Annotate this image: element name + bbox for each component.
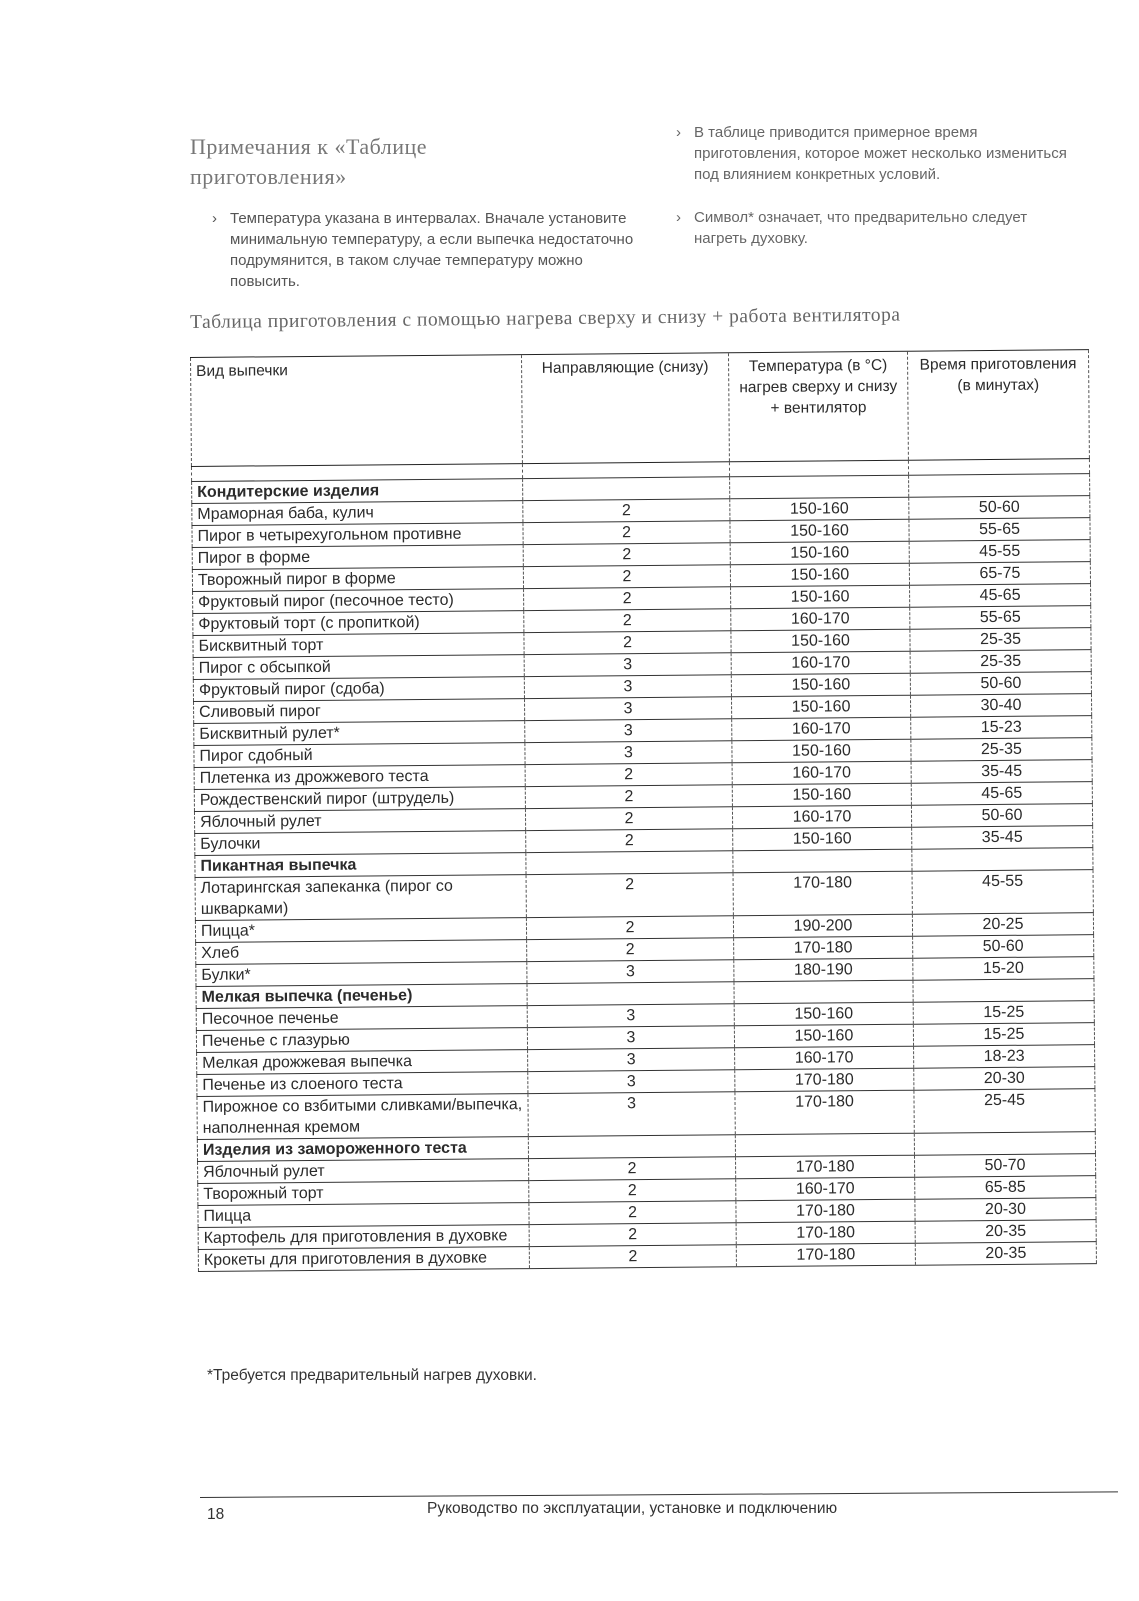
cell-guides: 3 xyxy=(525,741,732,765)
section-empty-cell xyxy=(913,979,1094,1003)
cell-product: Пицца* xyxy=(195,918,526,943)
cell-temperature: 150-160 xyxy=(734,1002,913,1026)
cell-product: Мраморная баба, кулич xyxy=(192,501,523,526)
note-item xyxy=(676,207,1074,249)
cell-guides: 2 xyxy=(526,916,733,940)
cell-time: 15-23 xyxy=(911,716,1092,740)
cell-time: 35-45 xyxy=(911,760,1092,784)
section-empty-cell xyxy=(526,851,733,875)
cell-guides: 2 xyxy=(526,829,733,853)
cell-guides: 3 xyxy=(524,697,731,721)
cell-product: Фруктовый пирог (песочное тесто) xyxy=(193,589,524,614)
section-empty-cell xyxy=(523,477,730,501)
cell-temperature: 170-180 xyxy=(735,1090,914,1135)
cell-guides: 2 xyxy=(523,543,730,567)
cell-temperature: 150-160 xyxy=(730,497,909,521)
cell-product: Яблочный рулет xyxy=(194,809,525,834)
cell-time: 15-25 xyxy=(913,1001,1094,1025)
section-empty-cell xyxy=(733,849,912,873)
cell-product: Творожный торт xyxy=(198,1181,529,1206)
cell-guides: 3 xyxy=(528,1092,735,1137)
cell-temperature: 150-160 xyxy=(733,827,912,851)
cell-product: Пирог с обсыпкой xyxy=(193,655,524,680)
cell-product: Картофель для приготовления в духовке xyxy=(198,1225,529,1250)
cell-time: 50-60 xyxy=(911,804,1092,828)
footer-divider xyxy=(200,1491,1118,1498)
cell-time: 50-60 xyxy=(909,496,1090,520)
cell-product: Бисквитный торт xyxy=(193,633,524,658)
cell-time: 30-40 xyxy=(910,694,1091,718)
cell-guides: 2 xyxy=(527,938,734,962)
section-title: Мелкая выпечка (печенье) xyxy=(196,984,527,1009)
header-temperature: Температура (в °С) нагрев сверху и снизу + вентилятор xyxy=(728,351,908,462)
notes-heading: Примечания к «Таблице приготовления» xyxy=(190,134,428,189)
cell-guides: 2 xyxy=(523,499,730,523)
cell-time: 20-25 xyxy=(912,913,1093,937)
note-text: Символ* означает, что предварительно следует нагреть духовку. xyxy=(694,209,1028,247)
cell-time: 35-45 xyxy=(912,826,1093,850)
cell-time: 50-60 xyxy=(910,672,1091,696)
cell-guides: 3 xyxy=(527,1026,734,1050)
cell-time: 20-35 xyxy=(915,1220,1096,1244)
bullet-icon: › xyxy=(212,210,217,227)
cell-temperature: 170-180 xyxy=(736,1221,915,1245)
cell-temperature: 150-160 xyxy=(731,695,910,719)
cell-product: Пирожное со взбитыми сливками/выпечка, наполненная кремом xyxy=(197,1094,528,1140)
cell-guides: 2 xyxy=(529,1179,736,1203)
cell-product: Яблочный рулет xyxy=(198,1159,529,1184)
section-empty-cell xyxy=(914,1132,1095,1156)
cell-guides: 2 xyxy=(525,763,732,787)
cell-time: 45-55 xyxy=(912,870,1093,915)
cell-temperature: 150-160 xyxy=(732,783,911,807)
cell-time: 20-30 xyxy=(915,1198,1096,1222)
cell-temperature: 170-180 xyxy=(736,1199,915,1223)
cell-time: 55-65 xyxy=(909,518,1090,542)
section-empty-cell xyxy=(528,1135,735,1159)
cell-time: 25-45 xyxy=(914,1089,1095,1134)
cell-guides: 2 xyxy=(523,565,730,589)
cell-guides: 3 xyxy=(528,1048,735,1072)
cell-temperature: 190-200 xyxy=(733,914,912,938)
header-time: Время приготовления (в минутах) xyxy=(907,350,1089,461)
cell-temperature: 160-170 xyxy=(736,1177,915,1201)
cell-temperature: 170-180 xyxy=(735,1068,914,1092)
section-title: Пикантная выпечка xyxy=(195,853,526,878)
bullet-icon: › xyxy=(676,124,681,141)
cell-temperature: 160-170 xyxy=(732,761,911,785)
cell-product: Хлеб xyxy=(196,940,527,965)
cell-guides: 2 xyxy=(524,609,731,633)
header-guides: Направляющие (снизу) xyxy=(521,353,729,464)
footnote: *Требуется предварительный нагрев духовки. xyxy=(207,1367,537,1384)
cell-product: Фруктовый торт (с пропиткой) xyxy=(193,611,524,636)
cell-product: Булки* xyxy=(196,962,527,987)
table-header-row xyxy=(191,350,1090,467)
note-item xyxy=(212,208,650,292)
page-number: 18 xyxy=(207,1506,225,1523)
cell-time: 65-85 xyxy=(915,1176,1096,1200)
cell-temperature: 170-180 xyxy=(734,936,913,960)
cell-temperature: 160-170 xyxy=(731,607,910,631)
cell-time: 20-30 xyxy=(914,1067,1095,1091)
cell-guides: 2 xyxy=(524,587,731,611)
cell-guides: 2 xyxy=(525,785,732,809)
cell-product: Булочки xyxy=(195,831,526,856)
cell-product: Печенье с глазурью xyxy=(196,1028,527,1053)
cell-guides: 2 xyxy=(524,631,731,655)
spacer-cell xyxy=(729,460,908,477)
note-text: Температура указана в интервалах. Вначале установите минимальную температуру, а если выпечка недостаточно подрумянится, в таком случае температуру можно повысить. xyxy=(230,210,634,290)
cell-temperature: 150-160 xyxy=(730,519,909,543)
cell-product: Пирог сдобный xyxy=(194,743,525,768)
cell-temperature: 170-180 xyxy=(736,1243,915,1267)
cell-temperature: 160-170 xyxy=(732,717,911,741)
cell-time: 18-23 xyxy=(914,1045,1095,1069)
table-body xyxy=(191,459,1096,1272)
cell-product: Плетенка из дрожжевого теста xyxy=(194,765,525,790)
section-empty-cell xyxy=(527,982,734,1006)
cell-product: Крокеты для приготовления в духовке xyxy=(198,1247,529,1272)
spacer-cell xyxy=(908,459,1089,476)
cell-time: 65-75 xyxy=(909,562,1090,586)
cell-product: Фруктовый пирог (сдоба) xyxy=(193,677,524,702)
cell-guides: 2 xyxy=(525,807,732,831)
cell-guides: 3 xyxy=(528,1070,735,1094)
header-name: Вид выпечки xyxy=(191,355,523,467)
cell-temperature: 160-170 xyxy=(731,651,910,675)
cell-temperature: 180-190 xyxy=(734,958,913,982)
section-empty-cell xyxy=(734,980,913,1004)
cell-time: 50-60 xyxy=(913,935,1094,959)
cell-time: 45-55 xyxy=(909,540,1090,564)
cell-guides: 3 xyxy=(527,1004,734,1028)
cell-temperature: 150-160 xyxy=(732,739,911,763)
section-title: Изделия из замороженного теста xyxy=(197,1137,528,1162)
section-empty-cell xyxy=(912,848,1093,872)
cell-time: 20-35 xyxy=(915,1242,1096,1266)
cell-temperature: 150-160 xyxy=(731,629,910,653)
cell-time: 45-65 xyxy=(911,782,1092,806)
section-empty-cell xyxy=(735,1133,914,1157)
section-empty-cell xyxy=(909,474,1090,498)
cell-product: Печенье из слоеного теста xyxy=(197,1072,528,1097)
cell-time: 15-20 xyxy=(913,957,1094,981)
cell-time: 25-35 xyxy=(911,738,1092,762)
cell-time: 55-65 xyxy=(910,606,1091,630)
cell-guides: 3 xyxy=(525,719,732,743)
cell-product: Сливовый пирог xyxy=(194,699,525,724)
table-heading: Таблица приготовления с помощью нагрева сверху и снизу + работа вентилятора xyxy=(190,304,901,333)
cell-time: 15-25 xyxy=(913,1023,1094,1047)
cell-guides: 2 xyxy=(529,1157,736,1181)
cell-time: 25-35 xyxy=(910,628,1091,652)
cell-product: Пирог в четырехугольном противне xyxy=(192,523,523,548)
cell-product: Мелкая дрожжевая выпечка xyxy=(197,1050,528,1075)
cell-time: 25-35 xyxy=(910,650,1091,674)
section-title: Кондитерские изделия xyxy=(192,479,523,504)
cell-time: 50-70 xyxy=(914,1154,1095,1178)
bullet-icon: › xyxy=(676,209,681,226)
cell-guides: 2 xyxy=(523,521,730,545)
cell-temperature: 150-160 xyxy=(731,585,910,609)
cell-temperature: 150-160 xyxy=(731,673,910,697)
cell-guides: 2 xyxy=(529,1223,736,1247)
note-text: В таблице приводится примерное время приготовления, которое может несколько измениться под влиянием конкретных условий. xyxy=(694,124,1067,183)
cell-guides: 2 xyxy=(526,873,733,918)
cell-product: Лотарингская запеканка (пирог со шкварками) xyxy=(195,875,526,921)
cell-temperature: 150-160 xyxy=(730,541,909,565)
cell-time: 45-65 xyxy=(910,584,1091,608)
cell-guides: 3 xyxy=(524,653,731,677)
cell-guides: 3 xyxy=(524,675,731,699)
cell-product: Рождественский пирог (штрудель) xyxy=(194,787,525,812)
cell-guides: 2 xyxy=(529,1201,736,1225)
cell-product: Бисквитный рулет* xyxy=(194,721,525,746)
cell-product: Творожный пирог в форме xyxy=(192,567,523,592)
cell-product: Пирог в форме xyxy=(192,545,523,570)
cell-temperature: 170-180 xyxy=(733,871,912,916)
cell-product: Песочное печенье xyxy=(196,1006,527,1031)
cell-temperature: 150-160 xyxy=(730,563,909,587)
section-empty-cell xyxy=(730,475,909,499)
cell-temperature: 160-170 xyxy=(732,805,911,829)
note-item xyxy=(676,122,1074,185)
cell-guides: 3 xyxy=(527,960,734,984)
cooking-table xyxy=(190,349,1097,1272)
cell-temperature: 160-170 xyxy=(735,1046,914,1070)
cell-guides: 2 xyxy=(529,1245,736,1269)
footer-title: Руководство по эксплуатации, установке и подключению xyxy=(427,1500,838,1517)
cell-temperature: 170-180 xyxy=(736,1155,915,1179)
cell-product: Пицца xyxy=(198,1203,529,1228)
cell-temperature: 150-160 xyxy=(734,1024,913,1048)
